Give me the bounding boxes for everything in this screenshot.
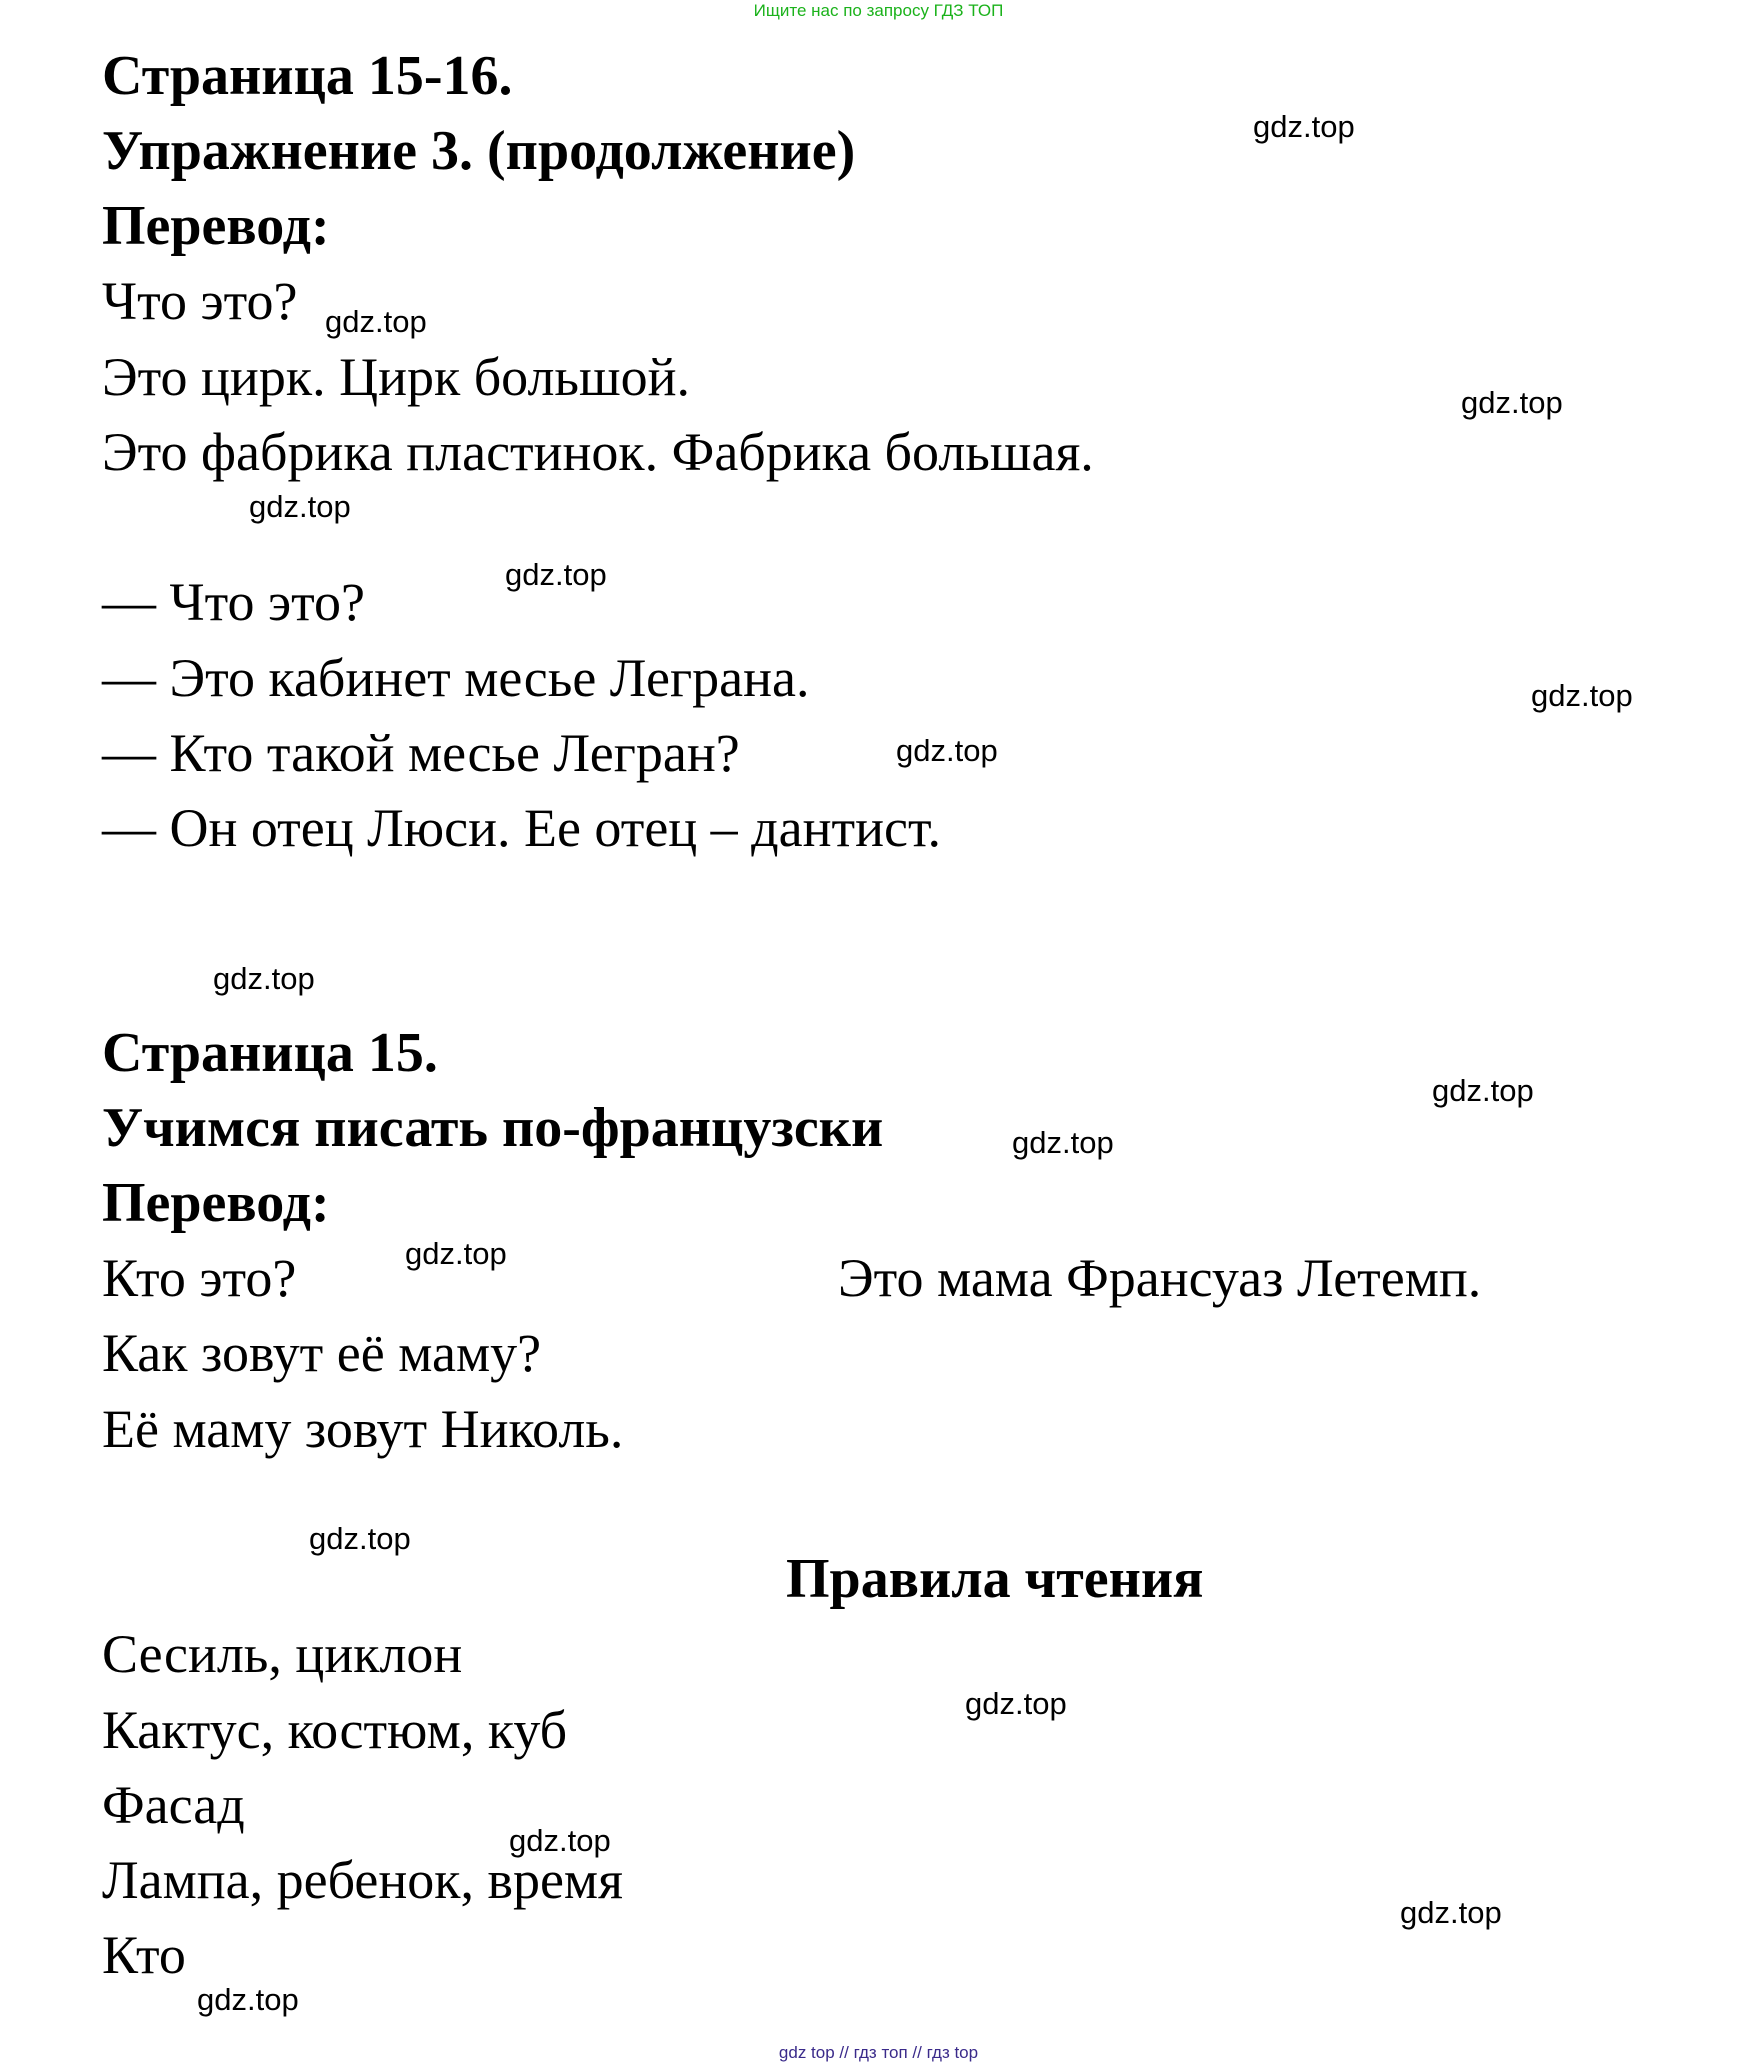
text-line: Лампа, ребенок, время bbox=[102, 1850, 623, 1910]
watermark: gdz.top bbox=[309, 1521, 411, 1556]
watermark: gdz.top bbox=[249, 489, 351, 524]
bottom-banner: gdz top // гдз топ // гдз top bbox=[778, 2043, 979, 2062]
text-line: Кто bbox=[102, 1925, 186, 1985]
translation-label-2: Перевод: bbox=[102, 1172, 330, 1234]
reading-rules-title: Правила чтения bbox=[786, 1548, 1204, 1610]
watermark: gdz.top bbox=[1400, 1895, 1502, 1930]
watermark: gdz.top bbox=[213, 961, 315, 996]
watermark: gdz.top bbox=[1012, 1125, 1114, 1160]
watermark: gdz.top bbox=[896, 733, 998, 768]
watermark: gdz.top bbox=[405, 1236, 507, 1271]
text-line: Кактус, костюм, куб bbox=[102, 1700, 568, 1760]
top-banner: Ищите нас по запросу ГДЗ ТОП bbox=[753, 1, 1004, 20]
watermark: gdz.top bbox=[1253, 109, 1355, 144]
watermark: gdz.top bbox=[1531, 678, 1633, 713]
watermark: gdz.top bbox=[1432, 1073, 1534, 1108]
watermark: gdz.top bbox=[509, 1823, 611, 1858]
watermark: gdz.top bbox=[325, 304, 427, 339]
exercise-title: Упражнение 3. (продолжение) bbox=[102, 120, 856, 182]
watermark: gdz.top bbox=[505, 557, 607, 592]
text-line: Её маму зовут Николь. bbox=[102, 1399, 624, 1459]
dialogue-line: — Это кабинет месье Леграна. bbox=[102, 648, 810, 708]
page-title-2: Страница 15. bbox=[102, 1022, 438, 1084]
text-line: Сесиль, циклон bbox=[102, 1624, 463, 1684]
dialogue-line: — Что это? bbox=[102, 572, 366, 632]
writing-title: Учимся писать по-французски bbox=[102, 1097, 884, 1159]
text-line: Что это? bbox=[102, 271, 298, 331]
answer-line: Это мама Франсуаз Летемп. bbox=[838, 1248, 1482, 1308]
watermark: gdz.top bbox=[197, 1982, 299, 2017]
dialogue-line: — Он отец Люси. Ее отец – дантист. bbox=[102, 798, 942, 858]
watermark: gdz.top bbox=[965, 1686, 1067, 1721]
text-line: Это фабрика пластинок. Фабрика большая. bbox=[102, 422, 1094, 482]
text-line: Кто это? bbox=[102, 1248, 297, 1308]
text-line: Это цирк. Цирк большой. bbox=[102, 347, 691, 407]
dialogue-line: — Кто такой месье Легран? bbox=[102, 723, 740, 783]
translation-label-1: Перевод: bbox=[102, 195, 330, 257]
text-line: Фасад bbox=[102, 1775, 245, 1835]
page-title-1: Страница 15-16. bbox=[102, 45, 513, 107]
text-line: Как зовут её маму? bbox=[102, 1323, 542, 1383]
watermark: gdz.top bbox=[1461, 385, 1563, 420]
